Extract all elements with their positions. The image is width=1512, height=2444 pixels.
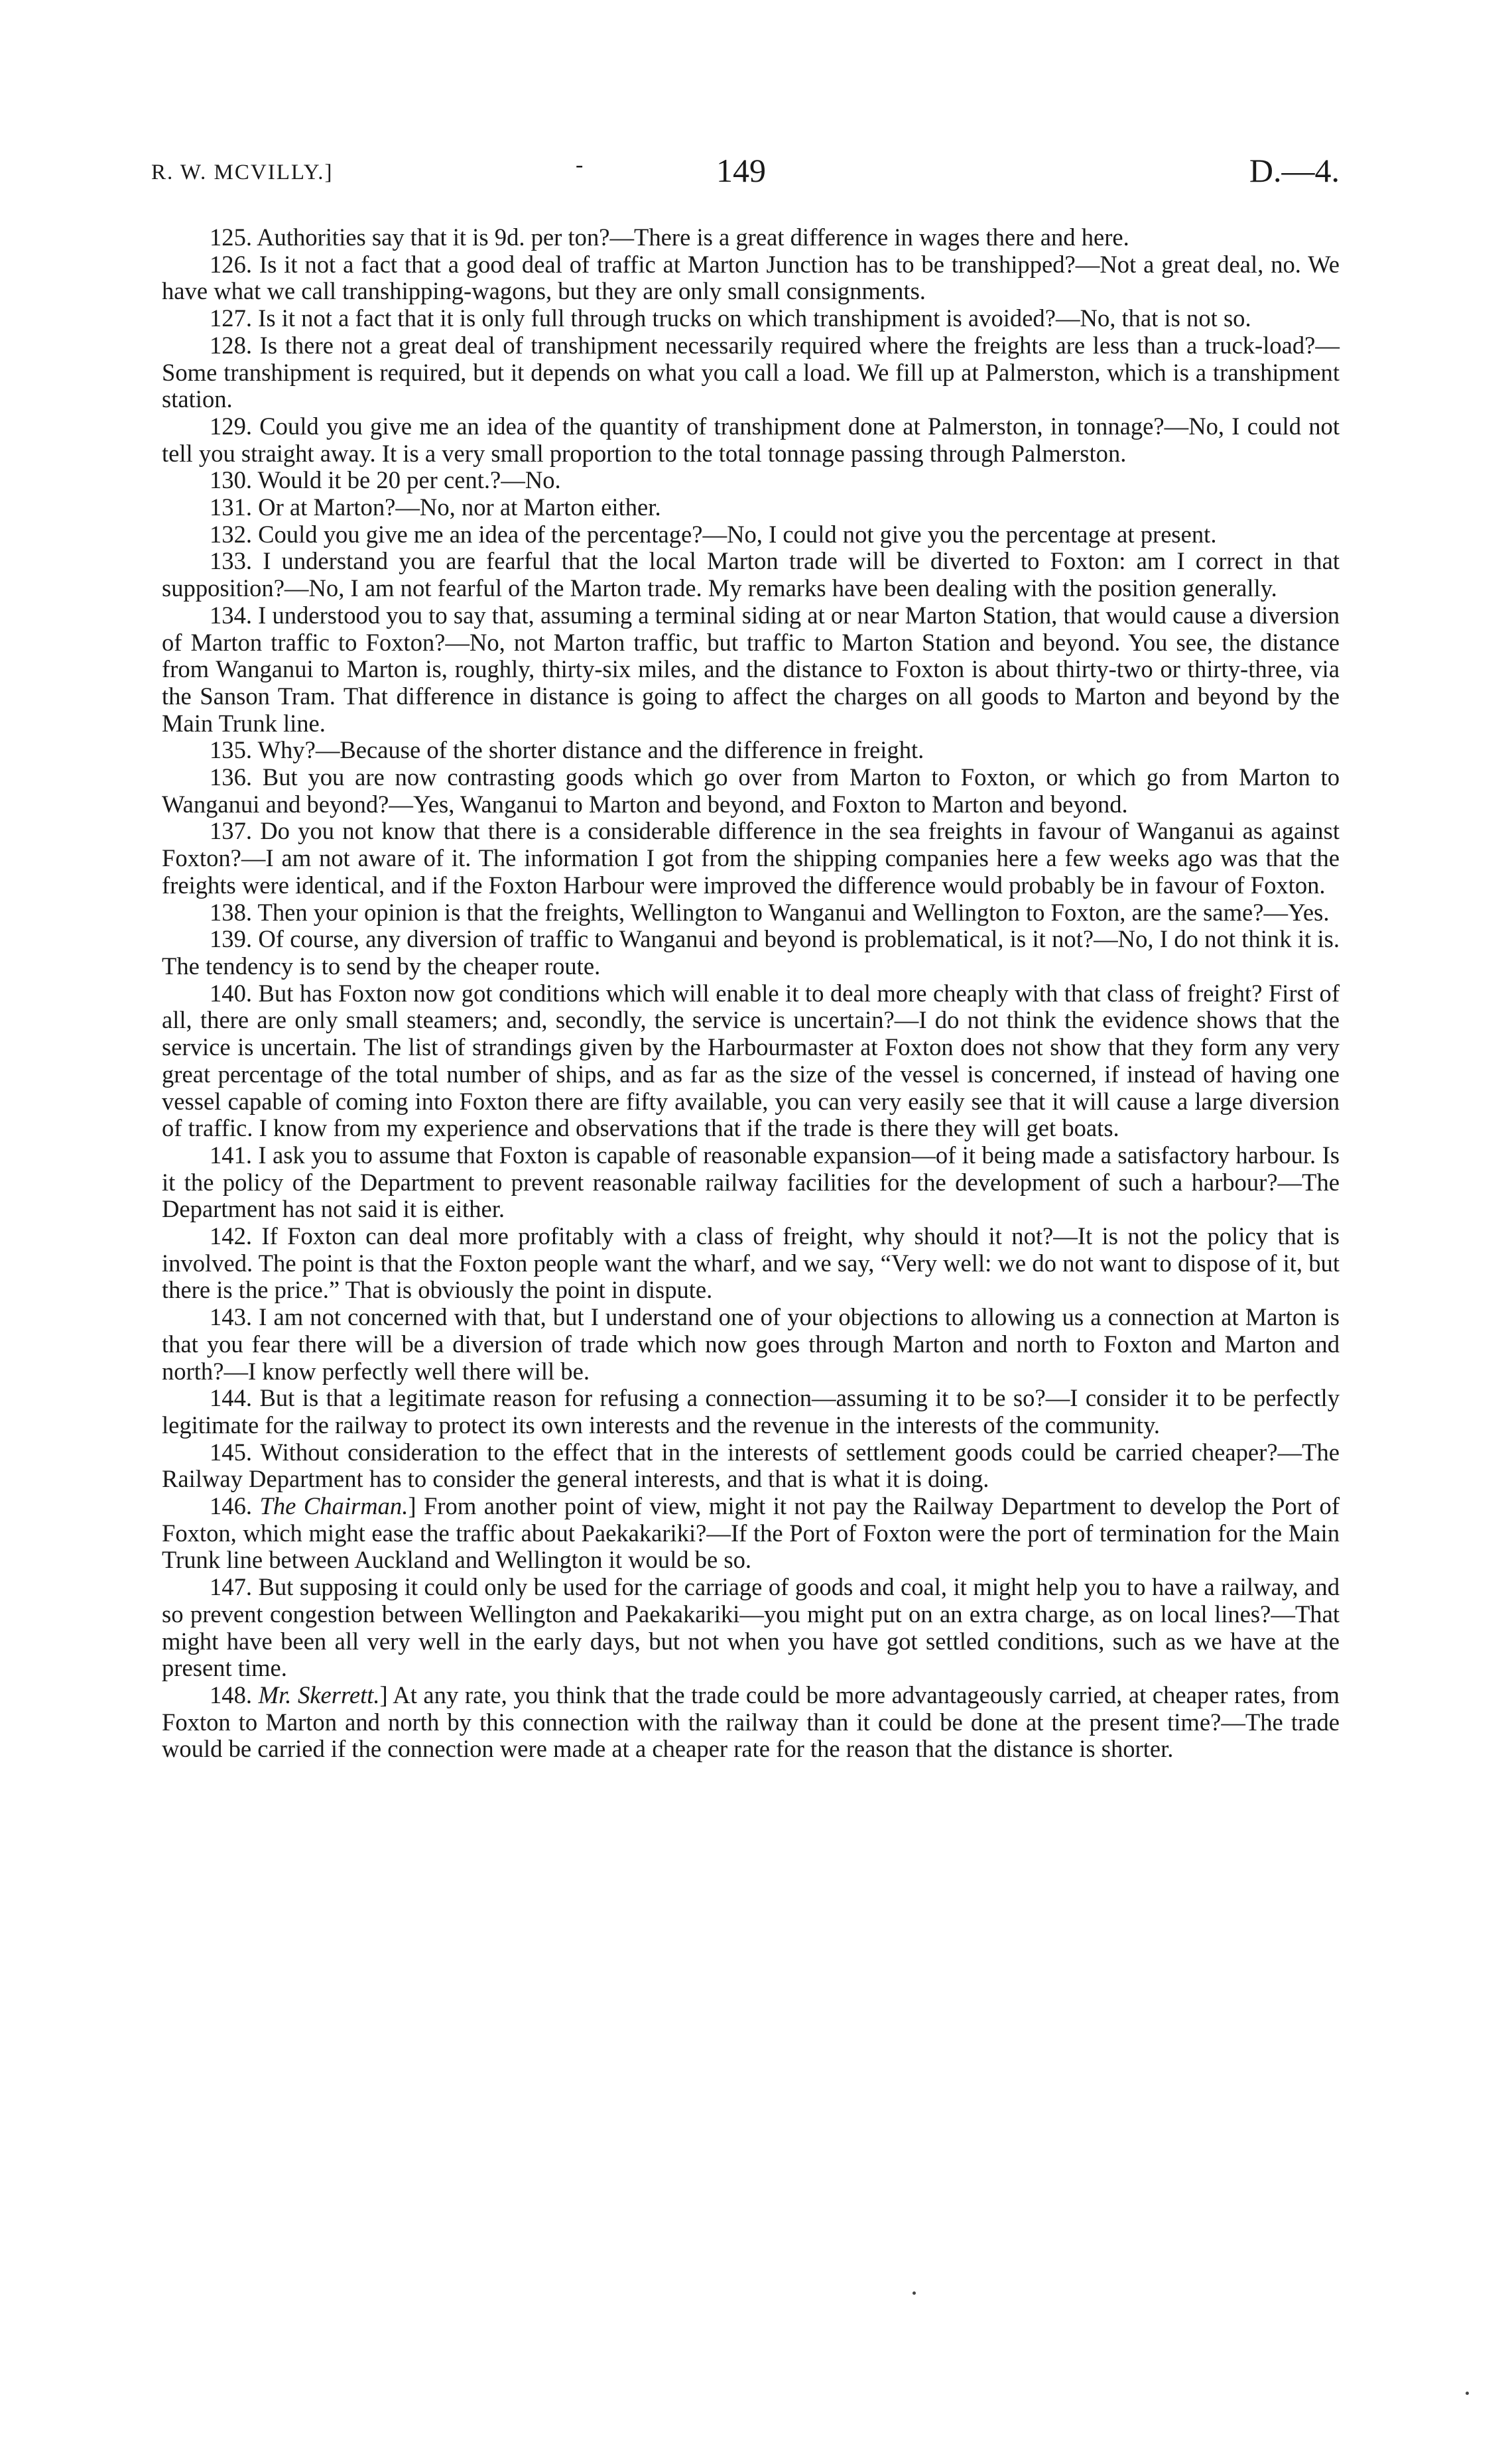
document-reference: D.—4.: [1249, 152, 1340, 189]
paragraph-text: ] At any rate, you think that the trade could be more advantageously carried, at cheaper rates, from Foxton to Marton and north by this connection with the railway than it could be done at the present time?—The trade would be carried if the connection were made at a cheaper rate for the reason that the distance is shorter.: [162, 1681, 1340, 1763]
question-answer-paragraph: [162, 926, 1340, 980]
paragraph-text: 140. But has Foxton now got conditions which will enable it to deal more cheaply with that class of freight? First of all, there are only small steamers; and, secondly, the service is uncertain?—I do not think the evidence shows that the service is uncertain. The list of strandings given by the Harbourmaster at Foxton does not show that they form any very great percentage of the total number of ships, and as far as the size of the vessel is concerned, if instead of having one vessel capable of coming into Foxton there are fifty available, you can very easily see that it will cause a large diversion of traffic. I know from my experience and observations that if the trade is there they will get boats.: [162, 979, 1340, 1142]
scan-speck: [1466, 2392, 1469, 2395]
paragraph-text: 133. I understand you are fearful that the local Marton trade will be diverted to Foxton: am I correct in that supposition?—No, I am not fearful of the Marton trade. My remarks have been dealing with the position generally.: [162, 547, 1340, 602]
question-answer-paragraph: [162, 224, 1340, 251]
paragraph-text: 137. Do you not know that there is a considerable difference in the sea freights in favour of Wanganui as against Foxton?—I am not aware of it. The information I got from the shipping companies here a few weeks ago was that the freights were identical, and if the Foxton Harbour were improved the difference would probably be in favour of Foxton.: [162, 817, 1340, 899]
paragraph-text: 144. But is that a legitimate reason for refusing a connection—assuming it to be so?—I consider it to be perfectly legitimate for the railway to protect its own interests and the revenue in the interests of the community.: [162, 1384, 1340, 1439]
question-answer-paragraph: [162, 1493, 1340, 1574]
paragraph-text: 145. Without consideration to the effect that in the interests of settlement goods could be carried cheaper?—The Railway Department has to consider the general interests, and that is what it is doing.: [162, 1438, 1340, 1493]
header-dash: -: [576, 153, 584, 177]
question-answer-paragraph: [162, 1574, 1340, 1682]
paragraph-text: 141. I ask you to assume that Foxton is capable of reasonable expansion—of it being made a satisfactory harbour. Is it the policy of the Department to prevent reasonable railway facilities for the development of such a harbour?—The Department has not said it is either.: [162, 1141, 1340, 1223]
paragraph-text: 128. Is there not a great deal of transhipment necessarily required where the freights are less than a truck-load?—Some transhipment is required, but it depends on what you call a load. We fill up at Palmerston, which is a transhipment station.: [162, 331, 1340, 413]
question-answer-paragraph: [162, 1304, 1340, 1385]
paragraph-text: 126. Is it not a fact that a good deal of traffic at Marton Junction has to be transhipped?—Not a great deal, no. We have what we call transhipping-wagons, but they are only small consignments.: [162, 250, 1340, 305]
page-number: 149: [716, 152, 766, 189]
evidence-text: [162, 224, 1340, 1763]
speaker-name: The Chairman.: [259, 1492, 409, 1520]
question-answer-paragraph: [162, 548, 1340, 602]
question-answer-paragraph: [162, 980, 1340, 1142]
paragraph-text: 147. But supposing it could only be used for the carriage of goods and coal, it might help you to have a railway, and so prevent congestion between Wellington and Paekakariki—you might put on an extra charge, as on local lines?—That might have been all very well in the early days, but not when you have got settled conditions, such as we have at the present time.: [162, 1573, 1340, 1682]
paragraph-text: 132. Could you give me an idea of the percentage?—No, I could not give you the percentage at present.: [210, 520, 1217, 548]
question-answer-paragraph: [162, 1223, 1340, 1304]
question-answer-paragraph: [162, 1142, 1340, 1223]
question-answer-paragraph: [162, 1682, 1340, 1763]
page-header: [151, 151, 1340, 198]
paragraph-text: 130. Would it be 20 per cent.?—No.: [210, 466, 561, 494]
paragraph-text: 131. Or at Marton?—No, nor at Marton either.: [210, 493, 661, 521]
paragraph-text: 138. Then your opinion is that the freights, Wellington to Wanganui and Wellington to Foxton, are the same?—Yes.: [210, 898, 1330, 926]
question-answer-paragraph: [162, 332, 1340, 413]
paragraph-text: 136. But you are now contrasting goods which go over from Marton to Foxton, or which go from Marton to Wanganui and beyond?—Yes, Wanganui to Marton and beyond, and Foxton to Marton and beyond.: [162, 763, 1340, 818]
paragraph-text: 129. Could you give me an idea of the quantity of transhipment done at Palmerston, in tonnage?—No, I could not tell you straight away. It is a very small proportion to the total tonnage passing through Palmerston.: [162, 412, 1340, 467]
question-answer-paragraph: [162, 899, 1340, 927]
question-number: 148.: [210, 1681, 259, 1708]
witness-name-header: R. W. MCVILLY.]: [151, 161, 334, 184]
question-answer-paragraph: [162, 467, 1340, 494]
paragraph-text: 143. I am not concerned with that, but I understand one of your objections to allowing us a connection at Marton is that you fear there will be a diversion of trade which now goes through Marton and north to Foxton and Marton and north?—I know perfectly well there will be.: [162, 1303, 1340, 1385]
paragraph-text: ] From another point of view, might it not pay the Railway Department to develop the Port of Foxton, which might ease the traffic about Paekakariki?—If the Port of Foxton were the port of termination for the Main Trunk line between Auckland and Wellington it would be so.: [162, 1492, 1340, 1574]
paragraph-text: 142. If Foxton can deal more profitably with a class of freight, why should it not?—It is not the policy that is involved. The point is that the Foxton people want the wharf, and we say, “Very well: we do not want to dispose of it, but there is the price.” That is obviously the point in dispute.: [162, 1222, 1340, 1304]
scan-speck: [913, 2291, 916, 2295]
question-answer-paragraph: [162, 1385, 1340, 1439]
question-answer-paragraph: [162, 1439, 1340, 1493]
question-answer-paragraph: [162, 251, 1340, 305]
speaker-name: Mr. Skerrett.: [258, 1681, 380, 1708]
paragraph-text: 135. Why?—Because of the shorter distance and the difference in freight.: [210, 736, 924, 764]
question-answer-paragraph: [162, 305, 1340, 332]
question-answer-paragraph: [162, 602, 1340, 738]
question-answer-paragraph: [162, 413, 1340, 467]
paragraph-text: 127. Is it not a fact that it is only full through trucks on which transhipment is avoided?—No, that is not so.: [210, 304, 1251, 332]
question-answer-paragraph: [162, 818, 1340, 899]
paragraph-text: 139. Of course, any diversion of traffic to Wanganui and beyond is problematical, is it not?—No, I do not think it is. The tendency is to send by the cheaper route.: [162, 925, 1340, 980]
paragraph-text: 134. I understood you to say that, assuming a terminal siding at or near Marton Station, that would cause a diversion of Marton traffic to Foxton?—No, not Marton traffic, but traffic to Marton Station and beyond. You see, the distance from Wanganui to Marton is, roughly, thirty-six miles, and the distance to Foxton is about thirty-two or thirty-three, via the Sanson Tram. That difference in distance is going to affect the charges on all goods to Marton and beyond by the Main Trunk line.: [162, 601, 1340, 737]
question-answer-paragraph: [162, 737, 1340, 764]
question-answer-paragraph: [162, 494, 1340, 521]
paragraph-text: 125. Authorities say that it is 9d. per ton?—There is a great difference in wages there and here.: [210, 224, 1129, 251]
question-answer-paragraph: [162, 764, 1340, 818]
question-answer-paragraph: [162, 521, 1340, 548]
question-number: 146.: [210, 1492, 260, 1520]
